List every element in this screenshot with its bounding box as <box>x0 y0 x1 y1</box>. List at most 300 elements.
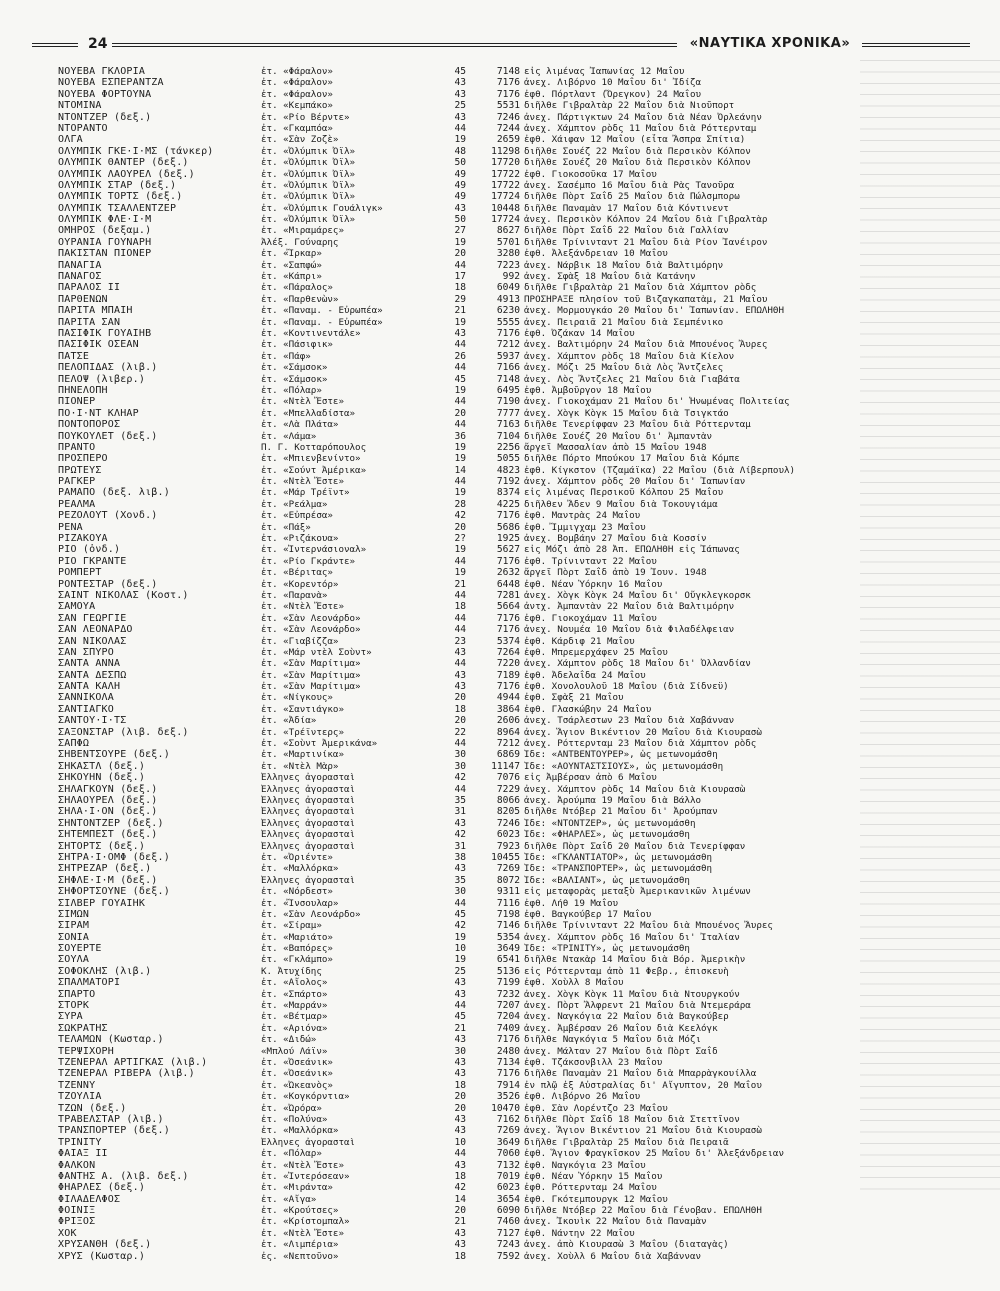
ship-name: ΧΟΚ <box>58 1227 77 1239</box>
voyage-status: ἐφθ. Ἅγιον Φραγκῖσκον 25 Μαΐου δι' Ἀλεξάνδρειαν <box>524 1148 784 1160</box>
tonnage: 7198 <box>496 908 520 920</box>
table-row <box>58 66 978 77</box>
owner-company: ἐτ. «Ἀδία» <box>261 715 317 727</box>
flag-code: 44 <box>454 419 466 431</box>
table-row <box>58 282 978 293</box>
tonnage: 4913 <box>496 293 520 305</box>
flag-code: 23 <box>454 635 466 647</box>
table-row <box>58 169 978 180</box>
table-row <box>58 647 978 658</box>
page-number: 24 <box>88 36 108 52</box>
voyage-status: ἐφθ. Πόρτλαντ (Ὄρεγκον) 24 Μαΐου <box>524 88 702 100</box>
table-row <box>58 1125 978 1136</box>
table-row <box>58 1080 978 1091</box>
ship-name: ΤΕΡΨΙΧΟΡΗ <box>58 1045 114 1057</box>
owner-company: ἐτ. «Παναμ. - Εὐρωπέα» <box>261 316 383 328</box>
ship-name: ΡΕΑΛΜΑ <box>58 498 96 510</box>
tonnage: 7162 <box>496 1113 520 1125</box>
table-row <box>58 1251 978 1262</box>
owner-company: ἐτ. «Λὰ Πλάτα» <box>261 419 339 431</box>
flag-code: 19 <box>454 384 466 396</box>
voyage-status: ἐφθ. Ναγκόγια 23 Μαΐου <box>524 1159 646 1171</box>
table-row <box>58 1046 978 1057</box>
table-row <box>58 374 978 385</box>
table-row <box>58 863 978 874</box>
ship-name: ΠΟΥΚΟΥΛΕΤ (δεξ.) <box>58 430 158 442</box>
owner-company: Ἕλληνες ἀγορασταὶ <box>261 817 356 829</box>
ship-name: ΣΗΒΕΝΤΣΟΥΡΕ (δεξ.) <box>58 749 170 761</box>
voyage-status: ἀνεχ. Περσικὸν Κόλπον 24 Μαΐου διὰ Γιβραλτὰρ <box>524 214 768 226</box>
header-rule-middle <box>112 43 677 47</box>
voyage-status: ἀντχ. Ἀμπαντὰν 22 Μαΐου διὰ Βαλτιμόρην <box>524 601 735 613</box>
tonnage: 7246 <box>496 817 520 829</box>
flag-code: 19 <box>454 134 466 146</box>
flag-code: 31 <box>454 840 466 852</box>
flag-code: 49 <box>454 191 466 203</box>
owner-company: Ἕλληνες ἀγορασταὶ <box>261 783 356 795</box>
table-row <box>58 1011 978 1022</box>
table-row <box>58 260 978 271</box>
table-row <box>58 533 978 544</box>
flag-code: 44 <box>454 396 466 408</box>
ship-name: ΣΑΝΤΙΑΓΚΟ <box>58 703 114 715</box>
ship-name: ΣΙΛΒΕΡ ΓΟΥΑΙΗΚ <box>58 897 146 909</box>
ship-name: ΟΛΥΜΠΙΚ ΤΟΡΤΣ (δεξ.) <box>58 191 183 203</box>
tonnage: 7116 <box>496 897 520 909</box>
table-row <box>58 408 978 419</box>
tonnage: 6230 <box>496 305 520 317</box>
voyage-status: ἀνεχ. Πάρτιγκτων 24 Μαΐου διὰ Νέαν Ὀρλεάνην <box>524 111 762 123</box>
owner-company: ἐτ. «Μάρ ντὲλ Σοὺντ» <box>261 646 372 658</box>
tonnage: 7104 <box>496 430 520 442</box>
table-row <box>58 567 978 578</box>
tonnage: 5531 <box>496 100 520 112</box>
table-row <box>58 579 978 590</box>
voyage-status: ἐφθ. Ἴμμιγχαμ 23 Μαΐου <box>524 521 646 533</box>
ship-name: ΝΟΥΕΒΑ ΦΟΡΤΟΥΝΑ <box>58 88 152 100</box>
table-row <box>58 1228 978 1239</box>
flag-code: 42 <box>454 510 466 522</box>
owner-company: ἐτ. «Γιαβίζζα» <box>261 635 339 647</box>
flag-code: 43 <box>454 1159 466 1171</box>
owner-company: Κ. Ἀτυχίδης <box>261 965 322 977</box>
flag-code: 18 <box>454 1170 466 1182</box>
flag-code: 30 <box>454 749 466 761</box>
ship-name: ΣΥΡΑ <box>58 1011 83 1023</box>
voyage-status: ἀνεχ. Ναγκόγια 22 Μαΐου διὰ Βαγκούβερ <box>524 1011 729 1023</box>
table-row <box>58 1239 978 1250</box>
voyage-status: διῆλθε Τρίνινταντ 21 Μαΐου διὰ Ρίον Ἰανέιρον <box>524 236 768 248</box>
table-row <box>58 727 978 738</box>
voyage-status: διῆλθε Ντόβερ 21 Μαΐου δι' Ἀρούμπαν <box>524 806 718 818</box>
flag-code: 43 <box>454 1113 466 1125</box>
flag-code: 28 <box>454 498 466 510</box>
ship-name: ΡΙΟ ΓΚΡΑΝΤΕ <box>58 555 127 567</box>
ship-name: ΝΟΥΕΒΑ ΓΚΛΟΡΙΑ <box>58 66 146 77</box>
ship-name: ΠΙΟΝΕΡ <box>58 396 96 408</box>
tonnage: 5701 <box>496 236 520 248</box>
table-row <box>58 795 978 806</box>
flag-code: 20 <box>454 692 466 704</box>
table-row <box>58 1205 978 1216</box>
table-row <box>58 1148 978 1159</box>
owner-company: ἐτ. «Μαλλόρκα» <box>261 1125 339 1137</box>
tonnage: 7176 <box>496 624 520 636</box>
owner-company: Π. Γ. Κοτταρόπουλος <box>261 441 367 453</box>
tonnage: 7176 <box>496 612 520 624</box>
tonnage: 7176 <box>496 327 520 339</box>
voyage-status: ἐφθ. Ἀδελαΐδα 24 Μαΐου <box>524 669 646 681</box>
tonnage: 17720 <box>491 157 520 169</box>
table-row <box>58 818 978 829</box>
tonnage: 8627 <box>496 225 520 237</box>
owner-company: ἐτ. «Σὰν Μαρίτιμα» <box>261 681 361 693</box>
flag-code: 43 <box>454 681 466 693</box>
voyage-status: ἐφθ. Ὀζάκαν 14 Μαΐου <box>524 327 635 339</box>
voyage-status: ἐφθ. Τζάκσονβιλλ 23 Μαΐου <box>524 1056 663 1068</box>
tonnage: 7176 <box>496 88 520 100</box>
voyage-status: Ἴδε: «ΤΡΙΝΙΤΥ», ὡς μετωνομάσθη <box>524 943 690 955</box>
tonnage: 6090 <box>496 1205 520 1217</box>
flag-code: 31 <box>454 806 466 818</box>
header-rule-right <box>862 43 970 47</box>
tonnage: 7189 <box>496 669 520 681</box>
table-row <box>58 180 978 191</box>
flag-code: 43 <box>454 1056 466 1068</box>
owner-company: ἐτ. «Σὰν Λεονάρδο» <box>261 908 361 920</box>
owner-company: Ἕλληνες ἀγορασταὶ <box>261 772 356 784</box>
flag-code: 35 <box>454 874 466 886</box>
owner-company: ἐτ. «Σὰν Μαρίτιμα» <box>261 669 361 681</box>
tonnage: 6541 <box>496 954 520 966</box>
table-row <box>58 544 978 555</box>
table-row <box>58 339 978 350</box>
table-row <box>58 1216 978 1227</box>
tonnage: 2256 <box>496 441 520 453</box>
voyage-status: διῆλθε Παναμὰν 17 Μαΐου διὰ Κόντινεντ <box>524 202 729 214</box>
flag-code: 44 <box>454 555 466 567</box>
voyage-status: ἀνεχ. Ἅγιον Βικέντιον 20 Μαΐου διὰ Κιουρασὼ <box>524 726 762 738</box>
flag-code: 25 <box>454 965 466 977</box>
table-row <box>58 886 978 897</box>
tonnage: 7244 <box>496 122 520 134</box>
table-row <box>58 305 978 316</box>
table-row <box>58 590 978 601</box>
tonnage: 7148 <box>496 66 520 77</box>
table-row <box>58 556 978 567</box>
flag-code: 14 <box>454 464 466 476</box>
table-row <box>58 225 978 236</box>
flag-code: 21 <box>454 305 466 317</box>
voyage-status: εἰς Ἀμβέρσαν ἀπὸ 6 Μαΐου <box>524 772 657 784</box>
tonnage: 7243 <box>496 1239 520 1251</box>
table-row <box>58 658 978 669</box>
voyage-status: διῆλθε Σουέζ 22 Μαΐου διὰ Περσικὸν Κόλπον <box>524 145 751 157</box>
owner-company: ἐτ. «Σὰν Λεονάρδο» <box>261 612 361 624</box>
table-row <box>58 123 978 134</box>
voyage-status: εἰς Μόζι ἀπὸ 28 Ἀπ. ΕΠΩΛΗΘΗ εἰς Ἰάπωνας <box>524 544 740 556</box>
table-row <box>58 362 978 373</box>
voyage-status: ἀνεχ. Χοὺλλ 6 Μαΐου διὰ Χαβάνναν <box>524 1250 702 1262</box>
voyage-status: ἀνεχ. Ἰκουὶκ 22 Μαΐου διὰ Παναμὰν <box>524 1216 707 1228</box>
voyage-status: διῆλθε Πὸρτ Σαΐδ 20 Μαΐου διὰ Τενερίφφαν <box>524 840 746 852</box>
owner-company: ἐτ. «Ὀλύμπικ Ὀϊλ» <box>261 179 356 191</box>
tonnage: 7269 <box>496 863 520 875</box>
flag-code: 43 <box>454 817 466 829</box>
voyage-status: διῆλθεν Ἄδεν 9 Μαΐου διὰ Τοκουγιάμα <box>524 498 718 510</box>
ship-name: ΤΕΛΑΜΩΝ (Κωσταρ.) <box>58 1034 164 1046</box>
ship-name: ΝΤΟΡΑΝΤΟ <box>58 122 108 134</box>
voyage-status: Ἴδε: «ΑΝΤΒΕΝΤΟΥΡΕΡ», ὡς μετωνομάσθη <box>524 749 718 761</box>
flag-code: 18 <box>454 703 466 715</box>
ship-name: ΠΑΚΙΣΤΑΝ ΠΙΟΝΕΡ <box>58 248 152 260</box>
tonnage: 7592 <box>496 1250 520 1262</box>
ship-name: ΡΕΝΑ <box>58 521 83 533</box>
voyage-status: ἀνεχ. Χὸγκ Κὸγκ 11 Μαΐου διὰ Ντουργκούν <box>524 988 740 1000</box>
table-row <box>58 954 978 965</box>
voyage-status: διῆλθε Γιβραλτὰρ 25 Μαΐου διὰ Πειραιᾶ <box>524 1136 729 1148</box>
tonnage: 11298 <box>491 145 520 157</box>
owner-company: ἐτ. «Ἴνσουλαρ» <box>261 897 339 909</box>
table-row <box>58 909 978 920</box>
voyage-status: Ἴδε: «ΑΟΥΝΤΑΣΤΣΙΟΥΣ», ὡς μετωνομάσθη <box>524 760 724 772</box>
owner-company: ἐτ. «Μπελλαδίστα» <box>261 407 356 419</box>
owner-company: ἐτ. «Ριζάκουα» <box>261 533 339 545</box>
voyage-status: διῆλθε Ντακὰρ 14 Μαΐου διὰ Βόρ. Ἀμερικὴν <box>524 954 746 966</box>
owner-company: ἐτ. «Ἴρκαρ» <box>261 248 322 260</box>
ship-name: ΣΗΛΑΟΥΡΕΛ (δεξ.) <box>58 795 158 806</box>
table-row <box>58 476 978 487</box>
ship-name: ΠΑΡΑΛΟΣ ΙΙ <box>58 282 121 294</box>
tonnage: 7212 <box>496 738 520 750</box>
voyage-status: ἀνεχ. Βαλτιμόρην 24 Μαΐου διὰ Μπουένος Ἄυρες <box>524 339 768 351</box>
flag-code: 43 <box>454 669 466 681</box>
owner-company: ἐτ. «Ἰντερνάσιοναλ» <box>261 544 367 556</box>
ship-name: ΝΟΥΕΒΑ ΕΣΠΕΡΑΝΤΖΑ <box>58 77 164 89</box>
flag-code: 43 <box>454 327 466 339</box>
tonnage: 1925 <box>496 533 520 545</box>
flag-code: 19 <box>454 954 466 966</box>
tonnage: 5937 <box>496 350 520 362</box>
ship-name: ΣΗΦΛΕ·Ι·Μ (δεξ.) <box>58 874 158 886</box>
table-row <box>58 271 978 282</box>
ship-name: ΣΗΤΟΡΤΣ (δεξ.) <box>58 840 146 852</box>
tonnage: 7060 <box>496 1148 520 1160</box>
tonnage: 3654 <box>496 1193 520 1205</box>
flag-code: 18 <box>454 601 466 613</box>
owner-company: ἐτ. «Σαντιάγκο» <box>261 703 344 715</box>
flag-code: 10 <box>454 943 466 955</box>
tonnage: 3649 <box>496 943 520 955</box>
owner-company: ἐτ. «Πάφ» <box>261 350 311 362</box>
owner-company: ἐτ. «Σπάρτο» <box>261 988 328 1000</box>
tonnage: 5664 <box>496 601 520 613</box>
tonnage: 7246 <box>496 111 520 123</box>
tonnage: 7229 <box>496 783 520 795</box>
flag-code: 45 <box>454 908 466 920</box>
voyage-status: ἀνεχ. Χάμπτον ρὸδς 14 Μαΐου διὰ Κιουρασὼ <box>524 783 746 795</box>
ship-name: ΡΟΜΠΕΡΤ <box>58 567 102 579</box>
owner-company: ἐτ. «Ὀσεάνικ» <box>261 1068 333 1080</box>
voyage-status: ἐφθ. Τρίνινταντ 22 Μαΐου <box>524 555 657 567</box>
voyage-status: ἐφθ. Κάρδιφ 21 Μαΐου <box>524 635 635 647</box>
tonnage: 7163 <box>496 419 520 431</box>
voyage-status: ἀνεχ. ἀπὸ Κιουρασὼ 3 Μαΐου (διαταγὰς) <box>524 1239 729 1251</box>
owner-company: ἐτ. «Παναμ. - Εὐρωπέα» <box>261 305 383 317</box>
tonnage: 7777 <box>496 407 520 419</box>
tonnage: 8205 <box>496 806 520 818</box>
table-row <box>58 1000 978 1011</box>
voyage-status: ἀνεχ. Μάλταν 27 Μαΐου διὰ Πὸρτ Σαΐδ <box>524 1045 718 1057</box>
voyage-status: ἀνεχ. Χάμπτον ρὸδς 20 Μαΐου δι' Ἰαπωνίαν <box>524 476 746 488</box>
ship-name: ΦΟΙΝΙΞ <box>58 1205 96 1217</box>
voyage-status: διῆλθε Πὸρτ Σαΐδ 18 Μαΐου διὰ Στεττῖνον <box>524 1113 740 1125</box>
owner-company: ἐτ. «Μαριάτο» <box>261 931 333 943</box>
ship-name: ΣΗΚΑΣΤΛ (δεξ.) <box>58 760 146 772</box>
ship-name: ΤΖΟΥΛΙΑ <box>58 1091 102 1103</box>
owner-company: ἐτ. «Ντὲλ Ἔστε» <box>261 476 344 488</box>
owner-company: ἐτ. «Μιραμάρες» <box>261 225 344 237</box>
table-row <box>58 670 978 681</box>
owner-company: ἐτ. «Πόλαρ» <box>261 1148 322 1160</box>
table-row <box>58 146 978 157</box>
voyage-status: ἀνεχ. Τσάρλεστων 23 Μαΐου διὰ Χαβάνναν <box>524 715 735 727</box>
owner-company: ἐτ. «Σοὺντ Ἀμερικάνα» <box>261 738 378 750</box>
flag-code: 35 <box>454 795 466 806</box>
flag-code: 44 <box>454 1148 466 1160</box>
tonnage: 3864 <box>496 703 520 715</box>
table-row <box>58 294 978 305</box>
voyage-status: ἀνεχ. Σφὰξ 18 Μαΐου διὰ Κατάνην <box>524 271 696 283</box>
flag-code: 18 <box>454 1079 466 1091</box>
ship-name: ΤΖΕΝΕΡΑΛ ΡΙΒΕΡΑ (λιβ.) <box>58 1068 195 1080</box>
tonnage: 7212 <box>496 339 520 351</box>
ship-name: ΦΑΝΤΗΣ Α. (λιβ. δεξ.) <box>58 1170 189 1182</box>
table-row <box>58 510 978 521</box>
voyage-status: ἀνεχ. Βομβάην 27 Μαΐου διὰ Κοσσίν <box>524 533 707 545</box>
voyage-status: ἐφθ. Μαντρὰς 24 Μαΐου <box>524 510 641 522</box>
tonnage: 7409 <box>496 1022 520 1034</box>
voyage-status: ἀνεχ. Ἀμβέρσαν 26 Μαΐου διὰ Κεελόγκ <box>524 1022 718 1034</box>
ship-name: ΠΑΡΙΤΑ ΜΠΑΙΗ <box>58 305 133 317</box>
owner-company: ἐτ. «Νόρδεστ» <box>261 886 333 898</box>
flag-code: 38 <box>454 851 466 863</box>
voyage-status: ἀνεχ. Ἀρούμπα 19 Μαΐου διὰ Βάλλο <box>524 795 702 806</box>
owner-company: ἐτ. «Σὰν Λεονάρδο» <box>261 624 361 636</box>
flag-code: 43 <box>454 1125 466 1137</box>
ship-name: ΤΖΕΝΕΡΑΛ ΑΡΤΙΓΚΑΣ (λιβ.) <box>58 1056 208 1068</box>
table-row <box>58 431 978 442</box>
flag-code: 43 <box>454 977 466 989</box>
flag-code: 44 <box>454 783 466 795</box>
owner-company: ἐτ. «Ἰντερόσεαν» <box>261 1170 350 1182</box>
voyage-status: ἀνεχ. Ἅγιον Βικέντιον 21 Μαΐου διὰ Κιουρασὼ <box>524 1125 762 1137</box>
voyage-status: ἀνεχ. Μορμουγκάο 20 Μαΐου δι' Ἰαπωνίαν. ΕΠΩΛΗΘΗ <box>524 305 784 317</box>
header-rule-left <box>32 43 78 47</box>
tonnage: 7176 <box>496 681 520 693</box>
ship-name: ΣΗΝΤΟΝΤΖΕΡ (δεξ.) <box>58 817 164 829</box>
voyage-status: διῆλθε Πόρτο Μπούκου 17 Μαΐου διὰ Κόμπε <box>524 453 740 465</box>
flag-code: 19 <box>454 487 466 499</box>
tonnage: 7281 <box>496 589 520 601</box>
ship-name: ΠΑΣΙΦΙΚ ΓΟΥΑΙΗΒ <box>58 327 152 339</box>
voyage-status: ἐφθ. Μπρεμερχάφεν 25 Μαΐου <box>524 646 668 658</box>
voyage-status: ἐφθ. Λιβόρνο 26 Μαΐου <box>524 1091 641 1103</box>
flag-code: 43 <box>454 646 466 658</box>
voyage-status: ἀνεχ. Χὸγκ Κὸγκ 15 Μαΐου διὰ Τσιγκτάο <box>524 407 729 419</box>
table-row <box>58 487 978 498</box>
voyage-status: εἰς Ρόττερνταμ ἀπὸ 11 Φεβρ., ἐπισκευὴ <box>524 965 729 977</box>
ship-name: ΠΑΣΙΦΙΚ ΟΣΕΑΝ <box>58 339 139 351</box>
owner-company: ἐτ. «Εὐπρέσα» <box>261 510 333 522</box>
tonnage: 4225 <box>496 498 520 510</box>
flag-code: 44 <box>454 1000 466 1012</box>
ship-name: ΣΑΝ ΣΠΥΡΟ <box>58 646 114 658</box>
table-row <box>58 613 978 624</box>
owner-company: Ἕλληνες ἀγορασταὶ <box>261 1136 356 1148</box>
ship-name: ΣΑΝΤΑ ΚΑΛΗ <box>58 681 121 693</box>
flag-code: 43 <box>454 77 466 89</box>
owner-company: ἐτ. «Σὰν Μαρίτιμα» <box>261 658 361 670</box>
owner-company: ἐτ. «Ντὲλ Ἔστε» <box>261 396 344 408</box>
voyage-status: ἀνεχ. Λιβόρνο 10 Μαΐου δι' Ἰδίζα <box>524 77 702 89</box>
journal-title: «ΝΑΥΤΙΚΑ ΧΡΟΝΙΚΑ» <box>689 36 851 51</box>
owner-company: ἐτ. «Ὀλύμπικ Ὀϊλ» <box>261 157 356 169</box>
tonnage: 7190 <box>496 396 520 408</box>
owner-company: ἐτ. «Κρίστομπαλ» <box>261 1216 350 1228</box>
flag-code: 43 <box>454 202 466 214</box>
flag-code: 43 <box>454 1068 466 1080</box>
voyage-status: διῆλθε Πὸρτ Σαΐδ 25 Μαΐου διὰ Πώλσμπορω <box>524 191 740 203</box>
owner-company: ἐτ. «Αἴολος» <box>261 977 328 989</box>
tonnage: 6049 <box>496 282 520 294</box>
voyage-status: ἄργεῖ Μασσαλίαν ἀπὸ 15 Μαΐου 1948 <box>524 441 707 453</box>
flag-code: 49 <box>454 179 466 191</box>
flag-code: 25 <box>454 100 466 112</box>
flag-code: 19 <box>454 544 466 556</box>
voyage-status: ἐφθ. Χοὺλλ 8 Μαΐου <box>524 977 624 989</box>
tonnage: 7146 <box>496 920 520 932</box>
flag-code: 44 <box>454 362 466 374</box>
owner-company: ἐτ. «Φάραλον» <box>261 66 333 77</box>
ship-name: ΟΛΥΜΠΙΚ ΦΛΕ·Ι·Μ <box>58 214 152 226</box>
ship-name: ΟΛΥΜΠΙΚ ΤΣΑΛΛΕΝΤΖΕΡ <box>58 202 177 214</box>
table-row <box>58 1023 978 1034</box>
owner-company: ἐτ. «Διδώ» <box>261 1034 317 1046</box>
tonnage: 17722 <box>491 179 520 191</box>
flag-code: 21 <box>454 578 466 590</box>
ship-name: ΦΗΑΡΛΕΣ (δεξ.) <box>58 1182 146 1194</box>
table-row <box>58 852 978 863</box>
voyage-status: ἄργεῖ Πὸρτ Σαΐδ ἀπὸ 19 Ἰουν. 1948 <box>524 567 707 579</box>
tonnage: 2632 <box>496 567 520 579</box>
table-row <box>58 681 978 692</box>
tonnage: 8072 <box>496 874 520 886</box>
table-row <box>58 1068 978 1079</box>
flag-code: 44 <box>454 259 466 271</box>
table-row <box>58 317 978 328</box>
flag-code: 19 <box>454 931 466 943</box>
ship-name: ΣΗΚΟΥΗΝ (δεξ.) <box>58 772 146 784</box>
tonnage: 7220 <box>496 658 520 670</box>
flag-code: 19 <box>454 236 466 248</box>
flag-code: 21 <box>454 1216 466 1228</box>
table-row <box>58 1103 978 1114</box>
flag-code: 20 <box>454 1091 466 1103</box>
voyage-status: ἐφθ. Νέαν Ὑόρκην 15 Μαΐου <box>524 1170 663 1182</box>
ship-name: ΣΩΚΡΑΤΗΣ <box>58 1022 108 1034</box>
tonnage: 7923 <box>496 840 520 852</box>
